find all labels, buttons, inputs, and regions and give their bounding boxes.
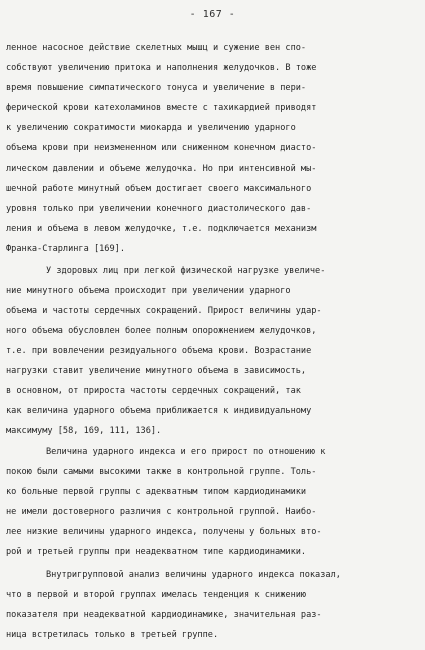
text-line: ние минутного объема происходит при увеличении ударного (6, 286, 291, 296)
text-line: ленное насосное действие скелетных мышц и сужение вен спо- (6, 43, 307, 53)
text-line: собствуют увеличению притока и наполнения желудочков. В тоже (6, 63, 317, 73)
text-line: ница встретилась только в третьей группе. (6, 630, 219, 640)
text-line: Величина ударного индекса и его прирост по отношению к (46, 447, 326, 457)
text-line: лическом давлении и объеме желудочка. Но при интенсивной мы- (6, 164, 317, 174)
text-line: Внутригрупповой анализ величины ударного индекса показал, (46, 570, 341, 580)
text-line: ко больные первой группы с адекватным типом кардиодинамики (6, 487, 307, 497)
text-line: У здоровых лиц при легкой физической нагрузке увеличе- (46, 266, 326, 276)
text-line: покою были самыми высокими также в контрольной группе. Толь- (6, 467, 317, 477)
text-line: рой и третьей группы при неадекватном типе кардиодинамики. (6, 547, 307, 557)
page-number: - 167 - (189, 9, 236, 20)
text-line: шечной работе минутный объем достигает своего максимального (6, 184, 312, 194)
text-line: показателя при неадекватной кардиодинамике, значительная раз- (6, 610, 322, 620)
text-line: максимуму [58, 169, 111, 136]. (6, 426, 162, 436)
text-line: ферической крови катехоламинов вместе с тахикардией приводят (6, 103, 317, 113)
text-line: уровня только при увеличении конечного диастолического дав- (6, 204, 312, 214)
text-line: не имели достоверного различия с контрольной группой. Наибо- (6, 507, 317, 517)
text-line: объема крови при неизмененном или сниженном конечном диасто- (6, 143, 317, 153)
text-line: как величина ударного объема приближается к индивидуальному (6, 406, 312, 416)
text-line: в основном, от прироста частоты сердечных сокращений, так (6, 386, 301, 396)
text-line: что в первой и второй группах имелась тенденция к снижению (6, 590, 307, 600)
text-line: нагрузки ставит увеличение минутного объема в зависимость, (6, 366, 307, 376)
text-line: лее низкие величины ударного индекса, получены у больных вто- (6, 527, 322, 537)
text-line: Франка-Старлинга [169]. (6, 244, 125, 254)
text-line: к увеличению сократимости миокарда и увеличению ударного (6, 123, 296, 133)
text-line: ного объема обусловлен более полным опорожнением желудочков, (6, 326, 317, 336)
text-line: т.е. при вовлечении резидуального объема крови. Возрастание (6, 346, 312, 356)
text-line: время повышение симпатического тонуса и увеличение в пери- (6, 83, 307, 93)
text-line: объема и частоты сердечных сокращений. Прирост величины удар- (6, 306, 322, 316)
text-line: ления и объема в левом желудочке, т.е. подключается механизм (6, 224, 317, 234)
